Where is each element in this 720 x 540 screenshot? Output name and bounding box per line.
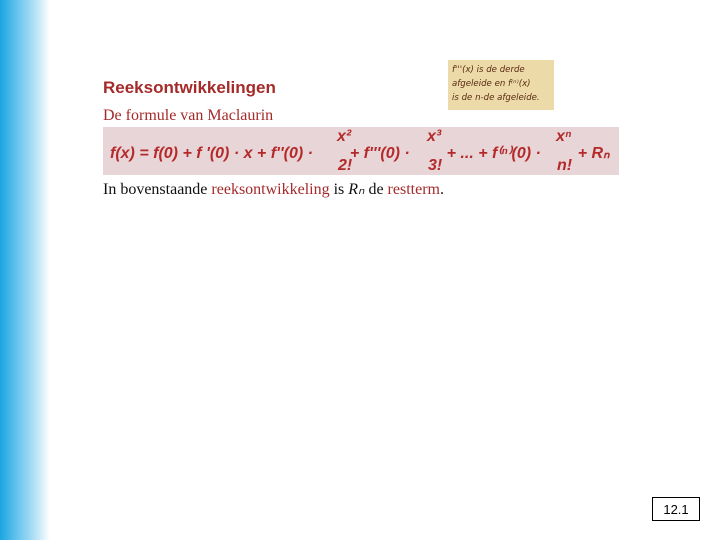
sentence-text: In bovenstaande <box>103 181 212 198</box>
fraction-numerator: x² <box>337 128 352 145</box>
formula-part: + f'''(0) · <box>345 145 415 162</box>
note-line: f'''(x) is de derde <box>452 65 525 75</box>
term-reeksontwikkeling: reeksontwikkeling <box>211 181 330 198</box>
sentence-text: de <box>364 181 388 198</box>
term-restterm: restterm <box>387 181 440 198</box>
slide-subtitle: De formule van Maclaurin <box>103 107 274 124</box>
slide-title: Reeksontwikkelingen <box>103 78 276 97</box>
fraction-denominator: n! <box>557 157 573 174</box>
maclaurin-formula-box <box>103 127 619 175</box>
formula-part: f(x) = f(0) + f '(0) · x + f''(0) · <box>110 145 318 162</box>
formula-part: + Rₙ <box>573 145 610 162</box>
formula-part: + ... + f⁽ⁿ⁾(0) · <box>442 145 546 162</box>
fraction-numerator: x³ <box>427 128 442 145</box>
fraction-denominator: 2! <box>338 157 353 174</box>
fraction-numerator: xⁿ <box>556 128 572 145</box>
side-gradient-bar <box>0 0 50 540</box>
sentence-text: . <box>439 181 444 198</box>
explanation-sentence <box>103 179 444 199</box>
page-number-box <box>652 497 700 521</box>
note-line: is de n-de afgeleide. <box>452 93 540 103</box>
formula-main-line <box>110 143 609 163</box>
sentence-text: is <box>329 181 349 198</box>
handwritten-note <box>448 60 554 110</box>
page-number: 12.1 <box>663 501 689 517</box>
note-line: afgeleide en f⁽ⁿ⁾(x) <box>452 79 531 89</box>
fraction-denominator: 3! <box>428 157 443 174</box>
symbol-rn: Rₙ <box>348 181 365 198</box>
